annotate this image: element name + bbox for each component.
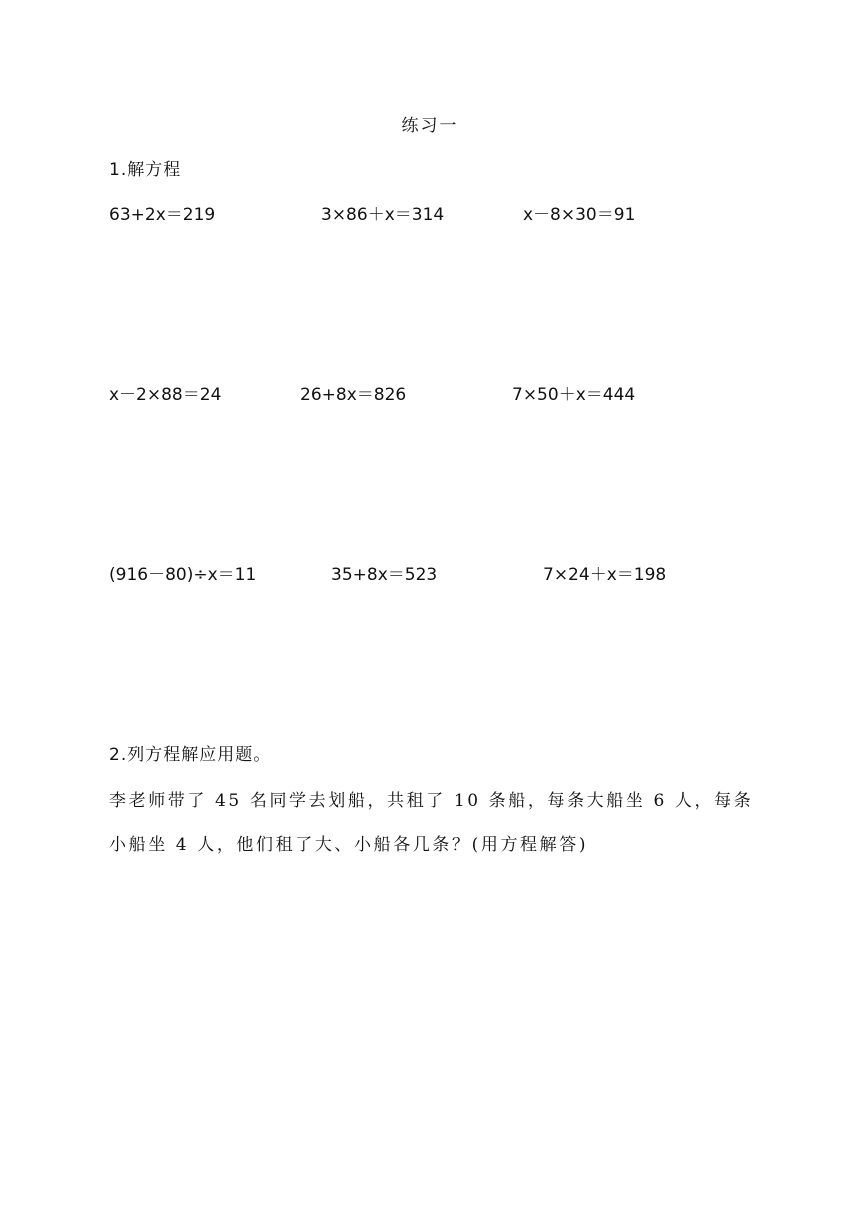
equation-2-2: 26+8x＝826: [300, 385, 407, 405]
page-title: 练习一: [401, 116, 459, 136]
section-1-heading: 1.解方程: [109, 160, 182, 180]
equation-3-3: 7×24＋x＝198: [543, 565, 667, 585]
equation-2-3: 7×50＋x＝444: [512, 385, 636, 405]
equation-2-1: x－2×88＝24: [109, 385, 222, 405]
equation-3-2: 35+8x＝523: [331, 565, 438, 585]
problem-line-1: 李老师带了 45 名同学去划船，共租了 10 条船，每条大船坐 6 人，每条: [109, 791, 754, 811]
equation-3-1: (916－80)÷x＝11: [109, 565, 257, 585]
section-2-heading: 2.列方程解应用题。: [109, 745, 272, 765]
equation-1-2: 3×86＋x＝314: [321, 205, 445, 225]
equation-1-3: x－8×30＝91: [523, 205, 636, 225]
equation-1-1: 63+2x＝219: [109, 205, 216, 225]
problem-line-2: 小船坐 4 人，他们租了大、小船各几条？(用方程解答): [109, 835, 589, 855]
